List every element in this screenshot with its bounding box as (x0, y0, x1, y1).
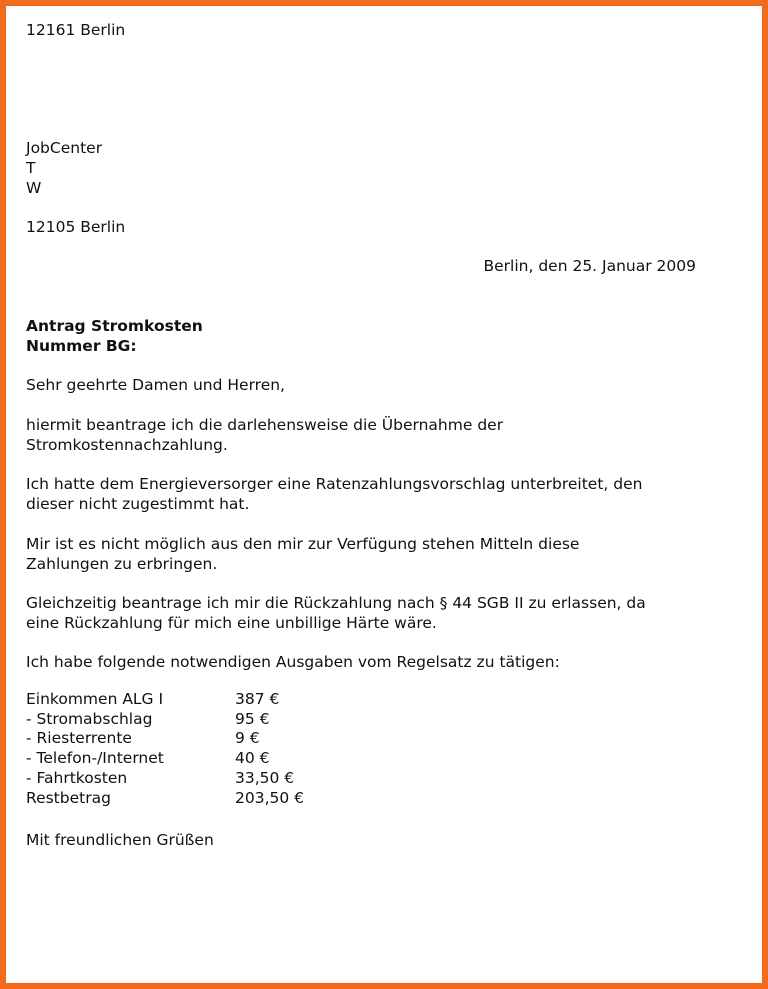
expense-row (26, 789, 304, 809)
expense-amount: 40 € (235, 749, 270, 768)
paragraph-4-line-1: Gleichzeitig beantrage ich mir die Rückzahlung nach § 44 SGB II zu erlassen, da (26, 594, 646, 612)
expense-label: - Fahrtkosten (26, 768, 128, 787)
expense-row (26, 769, 304, 789)
expense-amount: 95 € (235, 709, 270, 728)
salutation: Sehr geehrte Damen und Herren, (26, 376, 285, 394)
recipient-line-3: W (26, 179, 42, 197)
expense-amount: 203,50 € (235, 788, 305, 807)
closing: Mit freundlichen Grüßen (26, 831, 214, 849)
expenses-table (26, 690, 304, 808)
expenses-intro: Ich habe folgende notwendigen Ausgaben vom Regelsatz zu tätigen: (26, 653, 560, 671)
paragraph-1-line-1: hiermit beantrage ich die darlehensweise die Übernahme der (26, 416, 504, 434)
expense-amount: 387 € (235, 690, 280, 708)
expense-row (26, 729, 304, 749)
subject-line-2: Nummer BG: (26, 337, 137, 355)
expense-label: Restbetrag (26, 788, 111, 807)
paragraph-3-line-1: Mir ist es nicht möglich aus den mir zur Verfügung stehen Mitteln diese (26, 535, 580, 553)
expense-label: Einkommen ALG I (26, 690, 164, 708)
expense-label: - Telefon-/Internet (26, 749, 164, 768)
recipient-line-2: T (26, 159, 36, 177)
paragraph-2-line-2: dieser nicht zugestimmt hat. (26, 495, 250, 513)
expense-row (26, 710, 304, 730)
paragraph-4-line-2: eine Rückzahlung für mich eine unbillige Härte wäre. (26, 614, 437, 632)
paragraph-2-line-1: Ich hatte dem Energieversorger eine Ratenzahlungsvorschlag unterbreitet, den (26, 475, 643, 493)
paragraph-1-line-2: Stromkostennachzahlung. (26, 436, 228, 454)
expense-label: - Stromabschlag (26, 709, 153, 728)
expense-row (26, 690, 304, 710)
paragraph-3-line-2: Zahlungen zu erbringen. (26, 555, 218, 573)
sender-city: 12161 Berlin (26, 21, 126, 39)
subject-line-1: Antrag Stromkosten (26, 317, 203, 335)
expense-amount: 33,50 € (235, 768, 295, 787)
recipient-city: 12105 Berlin (26, 218, 126, 236)
recipient-name: JobCenter (26, 139, 103, 157)
expense-amount: 9 € (235, 729, 260, 748)
expense-label: - Riesterrente (26, 729, 132, 748)
expense-row (26, 749, 304, 769)
letter-date: Berlin, den 25. Januar 2009 (483, 257, 696, 275)
